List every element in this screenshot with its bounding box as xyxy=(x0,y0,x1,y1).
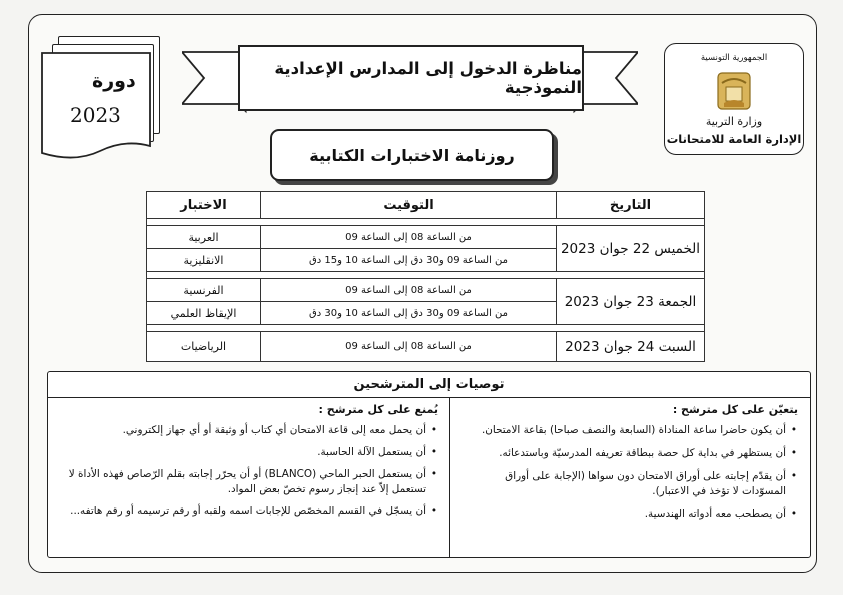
table-header-row xyxy=(147,192,705,219)
exam-subject: الإيقاظ العلمي xyxy=(147,302,261,325)
column-divider xyxy=(449,397,450,557)
list-item: • أن يستعمل الآلة الحاسبة. xyxy=(58,445,426,460)
calendar-title: روزنامة الاختبارات الكتابية xyxy=(270,129,554,181)
exam-subject: الانقليزية xyxy=(147,249,261,272)
list-item: • أن يستظهر في بداية كل حصة ببطاقة تعريفه المدرسيّة وباستدعائه. xyxy=(464,446,786,461)
exam-time: من الساعة 08 إلى الساعة 09 xyxy=(261,279,557,302)
session-label: دورة xyxy=(92,70,136,92)
exam-subject: العربية xyxy=(147,226,261,249)
recommendations-box xyxy=(47,371,811,558)
exam-title: مناظرة الدخول إلى المدارس الإعدادية النموذجية xyxy=(238,45,584,111)
directorate-name: الإدارة العامة للامتحانات xyxy=(666,132,802,146)
exam-date: الجمعة 23 جوان 2023 xyxy=(557,279,705,325)
list-item: • أن يحمل معه إلى قاعة الامتحان أي كتاب أو وثيقة أو أي جهاز إلكتروني. xyxy=(58,423,426,438)
emblem-icon xyxy=(712,69,756,113)
exam-schedule-table xyxy=(146,191,705,362)
list-item: • أن يكون حاضرا ساعة المناداة (السابعة والنصف صباحا) بقاعة الامتحان. xyxy=(464,423,786,438)
list-item: • أن يصطحب معه أدواته الهندسية. xyxy=(464,507,786,522)
exam-time: من الساعة 08 إلى الساعة 09 xyxy=(261,332,557,362)
header-date: التاريخ xyxy=(557,192,705,219)
obligations-column xyxy=(464,402,798,530)
header-time: التوقيت xyxy=(261,192,557,219)
list-item: • أن يقدّم إجابته على أوراق الامتحان دون سواها (الإجابة على أوراق المسوّدات لا تؤخذ في الاعتبار). xyxy=(464,469,786,499)
recommendations-title: توصيات إلى المترشحين xyxy=(48,372,810,398)
list-item: • أن يستعمل الحبر الماحي (BLANCO) أو أن يحرّر إجابته بقلم الرّصاص فهذه الأداة لا تستعمل إلاّ عند إنجاز رسوم تخصّ بعض المواد. xyxy=(58,467,426,497)
exam-time: من الساعة 08 إلى الساعة 09 xyxy=(261,226,557,249)
exam-date: الخميس 22 جوان 2023 xyxy=(557,226,705,272)
republic-name: الجمهورية التونسية xyxy=(700,53,768,63)
header-subject: الاختبار xyxy=(147,192,261,219)
table-row xyxy=(147,279,705,302)
ministry-name: وزارة التربية xyxy=(705,115,763,128)
exam-time: من الساعة 09 و30 دق إلى الساعة 10 و15 دق xyxy=(261,249,557,272)
prohibitions-column xyxy=(58,402,438,526)
table-row xyxy=(147,332,705,362)
exam-subject: الفرنسية xyxy=(147,279,261,302)
session-year: 2023 xyxy=(70,103,121,127)
table-row xyxy=(147,226,705,249)
list-item: • أن يسجّل في القسم المخصّص للإجابات اسمه ولقبه أو رقم ترسيمه أو رقم هاتفه... xyxy=(58,504,426,519)
exam-time: من الساعة 09 و30 دق إلى الساعة 10 و30 دق xyxy=(261,302,557,325)
ministry-logo-box xyxy=(664,43,804,155)
exam-subject: الرياضيات xyxy=(147,332,261,362)
exam-date: السبت 24 جوان 2023 xyxy=(557,332,705,362)
obligations-heading: يتعيّن على كل مترشح : xyxy=(672,403,798,416)
prohibitions-heading: يُمنع على كل مترشح : xyxy=(318,403,438,416)
